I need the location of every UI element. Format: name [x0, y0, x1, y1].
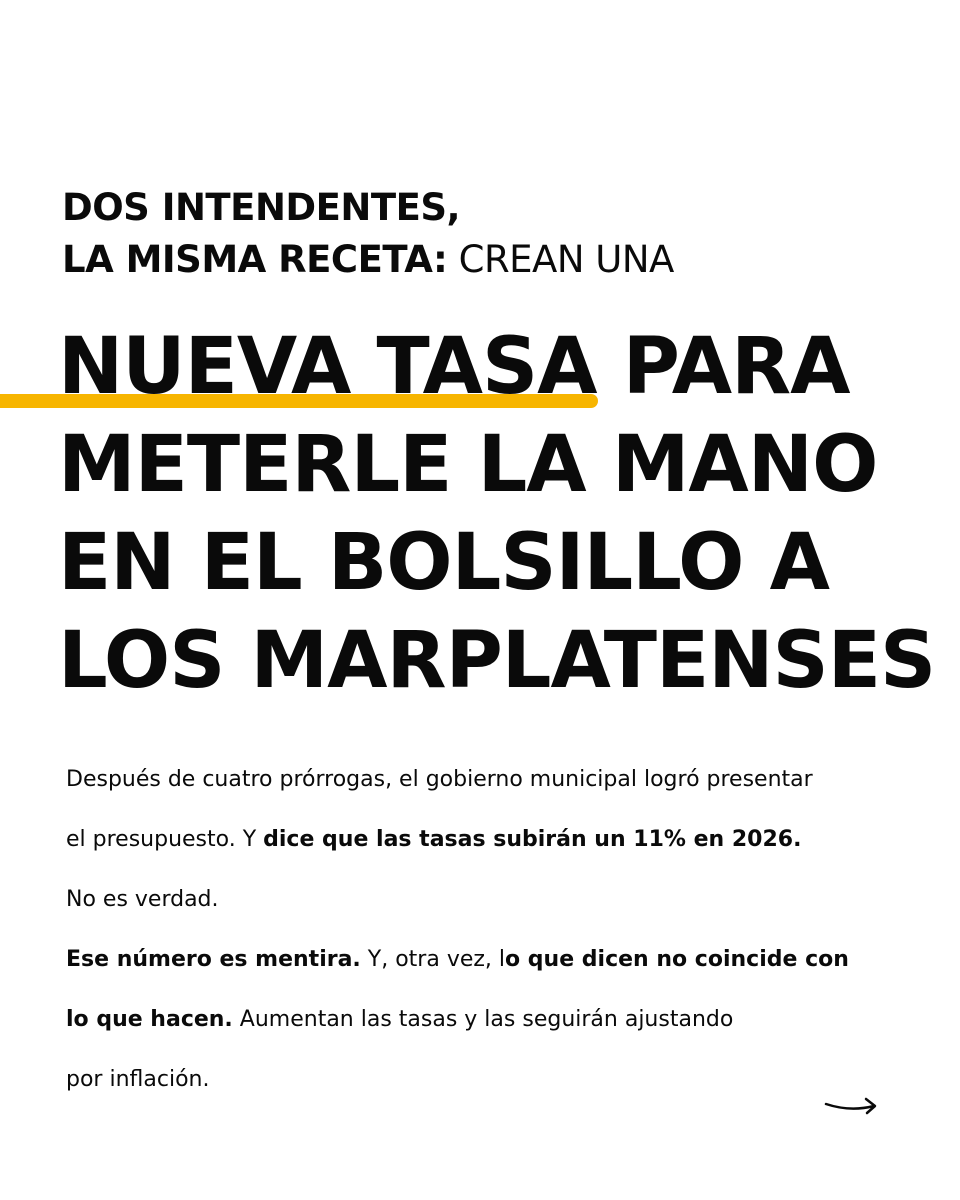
body-line-5-text: Aumentan las tasas y las seguirán ajustando: [232, 1007, 734, 1032]
body-line-4-bold: Ese número es mentira.: [66, 947, 361, 972]
body-line-2-bold: dice que las tasas subirán un 11% en 2026.: [263, 827, 802, 852]
kicker-line-2: [62, 234, 674, 286]
body-line-4-bold-2: o que dicen no coincide con: [505, 947, 849, 972]
arrow-right-icon[interactable]: [822, 1094, 880, 1118]
body-text: [66, 750, 906, 1110]
body-line-2: [66, 810, 906, 870]
body-line-4: [66, 930, 906, 990]
kicker: [62, 182, 674, 286]
kicker-line-1: DOS INTENDENTES,: [62, 186, 461, 229]
body-line-5-bold: lo que hacen.: [66, 1007, 233, 1032]
headline-line-1: NUEVA TASA PARA: [58, 322, 850, 412]
body-line-3: No es verdad.: [66, 887, 219, 912]
headline-line-4: LOS MARPLATENSES: [58, 616, 936, 706]
headline-line-3: EN EL BOLSILLO A: [58, 518, 829, 608]
body-line-1: Después de cuatro prórrogas, el gobierno municipal logró presentar: [66, 767, 813, 792]
kicker-line-2-light: CREAN UNA: [447, 238, 674, 281]
kicker-line-2-bold: LA MISMA RECETA:: [62, 238, 448, 281]
body-line-4-text: Y, otra vez, l: [360, 947, 506, 972]
body-line-6: por inflación.: [66, 1067, 210, 1092]
body-line-5: [66, 990, 906, 1050]
headline-line-2: METERLE LA MANO: [58, 420, 878, 510]
body-line-2-text: el presupuesto. Y: [66, 827, 264, 852]
headline: [58, 318, 935, 710]
